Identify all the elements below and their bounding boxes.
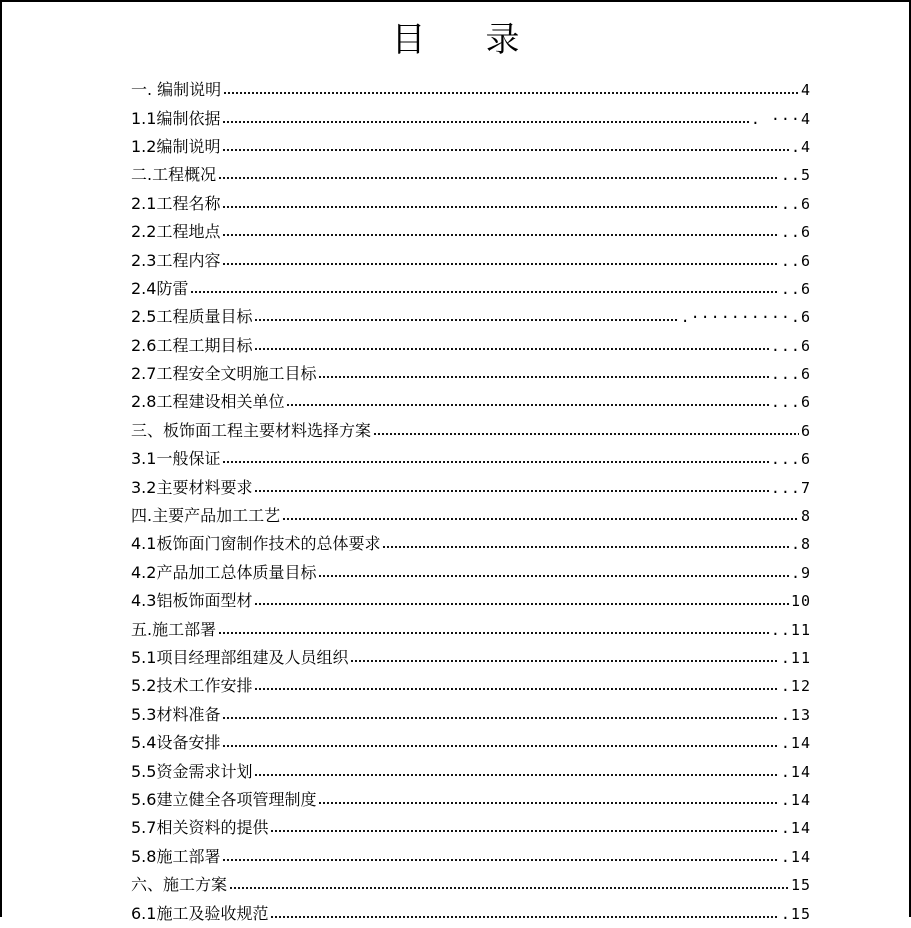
toc-entry-label: 5.8施工部署 bbox=[131, 846, 221, 866]
toc-entry-page-number: .8 bbox=[790, 535, 811, 554]
toc-dot-leader bbox=[254, 319, 678, 321]
toc-entry[interactable] bbox=[131, 814, 811, 842]
toc-entry-page-number: ...6 bbox=[770, 450, 811, 469]
toc-entry[interactable] bbox=[131, 502, 811, 530]
toc-entry-page-number: 6 bbox=[800, 421, 811, 440]
toc-entry[interactable] bbox=[131, 615, 811, 643]
table-of-contents bbox=[131, 76, 811, 928]
toc-entry-page-number: .··········.6 bbox=[680, 308, 811, 327]
toc-dot-leader bbox=[222, 745, 778, 747]
toc-entry-page-number: 10 bbox=[790, 592, 811, 611]
toc-entry-page-number: .15 bbox=[780, 904, 811, 923]
toc-entry[interactable] bbox=[131, 388, 811, 416]
toc-entry[interactable] bbox=[131, 76, 811, 104]
toc-entry-label: 4.2产品加工总体质量目标 bbox=[131, 562, 317, 582]
toc-entry-page-number: .14 bbox=[780, 734, 811, 753]
toc-entry[interactable] bbox=[131, 275, 811, 303]
toc-entry-page-number: 15 bbox=[790, 876, 811, 895]
toc-entry[interactable] bbox=[131, 729, 811, 757]
toc-dot-leader bbox=[286, 404, 768, 406]
toc-dot-leader bbox=[223, 92, 799, 94]
toc-entry-page-number: .14 bbox=[780, 847, 811, 866]
toc-entry-label: 3.2主要材料要求 bbox=[131, 477, 253, 497]
toc-dot-leader bbox=[254, 490, 768, 492]
toc-entry[interactable] bbox=[131, 332, 811, 360]
toc-entry[interactable] bbox=[131, 445, 811, 473]
toc-entry-label: 2.7工程安全文明施工目标 bbox=[131, 364, 317, 384]
toc-entry-page-number: 4 bbox=[800, 81, 811, 100]
toc-entry[interactable] bbox=[131, 843, 811, 871]
toc-entry-label: 2.1工程名称 bbox=[131, 193, 221, 213]
toc-dot-leader bbox=[229, 887, 789, 889]
toc-entry-label: 2.2工程地点 bbox=[131, 222, 221, 242]
toc-entry[interactable] bbox=[131, 161, 811, 189]
toc-entry-page-number: ..6 bbox=[780, 279, 811, 298]
toc-entry[interactable] bbox=[131, 246, 811, 274]
toc-entry-page-number: ..6 bbox=[780, 251, 811, 270]
toc-entry-page-number: .14 bbox=[780, 819, 811, 838]
toc-entry-label: 五.施工部署 bbox=[131, 619, 217, 639]
toc-entry-page-number: . ···4 bbox=[750, 109, 811, 128]
toc-dot-leader bbox=[218, 177, 779, 179]
toc-entry-label: 3.1一般保证 bbox=[131, 449, 221, 469]
toc-entry-label: 2.5工程质量目标 bbox=[131, 307, 253, 327]
toc-dot-leader bbox=[222, 234, 778, 236]
toc-entry-label: 1.1编制依据 bbox=[131, 108, 221, 128]
toc-entry-page-number: .13 bbox=[780, 705, 811, 724]
toc-entry-label: 2.6工程工期目标 bbox=[131, 335, 253, 355]
toc-entry[interactable] bbox=[131, 104, 811, 132]
toc-entry-label: 2.4防雷 bbox=[131, 278, 189, 298]
toc-dot-leader bbox=[254, 603, 788, 605]
toc-dot-leader bbox=[190, 291, 778, 293]
toc-dot-leader bbox=[318, 575, 788, 577]
toc-entry-page-number: .14 bbox=[780, 762, 811, 781]
toc-entry-label: 4.3铝板饰面型材 bbox=[131, 591, 253, 611]
toc-entry-label: 三、板饰面工程主要材料选择方案 bbox=[131, 420, 372, 440]
toc-entry-label: 四.主要产品加工工艺 bbox=[131, 506, 281, 526]
toc-entry-label: 六、施工方案 bbox=[131, 875, 228, 895]
toc-entry-page-number: .4 bbox=[790, 137, 811, 156]
toc-entry-page-number: ..6 bbox=[780, 194, 811, 213]
toc-dot-leader bbox=[222, 717, 778, 719]
toc-entry[interactable] bbox=[131, 190, 811, 218]
page-title: 目录 bbox=[391, 20, 580, 60]
toc-entry-label: 5.2技术工作安排 bbox=[131, 676, 253, 696]
toc-dot-leader bbox=[222, 859, 778, 861]
toc-entry-page-number: .12 bbox=[780, 677, 811, 696]
toc-entry-page-number: ...6 bbox=[770, 393, 811, 412]
toc-entry-label: 5.5资金需求计划 bbox=[131, 761, 253, 781]
toc-entry[interactable] bbox=[131, 473, 811, 501]
toc-entry-label: 二.工程概况 bbox=[131, 165, 217, 185]
toc-entry-label: 5.7相关资料的提供 bbox=[131, 818, 269, 838]
toc-dot-leader bbox=[222, 206, 778, 208]
toc-dot-leader bbox=[222, 121, 748, 123]
toc-dot-leader bbox=[282, 518, 799, 520]
toc-entry-page-number: ...6 bbox=[770, 365, 811, 384]
toc-entry[interactable] bbox=[131, 417, 811, 445]
toc-entry-page-number: .9 bbox=[790, 563, 811, 582]
toc-entry-label: 2.3工程内容 bbox=[131, 250, 221, 270]
toc-entry-label: 5.3材料准备 bbox=[131, 704, 221, 724]
toc-entry[interactable] bbox=[131, 644, 811, 672]
toc-entry-page-number: .11 bbox=[780, 649, 811, 667]
toc-entry-page-number: ...6 bbox=[770, 336, 811, 355]
toc-dot-leader bbox=[270, 830, 778, 832]
toc-entry-label: 5.1项目经理部组建及人员组织 bbox=[131, 648, 349, 667]
toc-dot-leader bbox=[318, 802, 778, 804]
toc-entry[interactable] bbox=[131, 559, 811, 587]
toc-entry-page-number: 8 bbox=[800, 507, 811, 526]
toc-entry[interactable] bbox=[131, 672, 811, 700]
toc-entry[interactable] bbox=[131, 360, 811, 388]
toc-entry-page-number: ..11 bbox=[770, 620, 811, 639]
toc-entry[interactable] bbox=[131, 530, 811, 558]
toc-entry[interactable] bbox=[131, 871, 811, 899]
toc-dot-leader bbox=[218, 632, 769, 634]
toc-entry[interactable] bbox=[131, 701, 811, 729]
toc-entry[interactable] bbox=[131, 133, 811, 161]
toc-entry[interactable] bbox=[131, 757, 811, 785]
toc-entry[interactable] bbox=[131, 786, 811, 814]
toc-entry-page-number: ..6 bbox=[780, 223, 811, 242]
toc-dot-leader bbox=[254, 348, 768, 350]
toc-dot-leader bbox=[222, 263, 778, 265]
toc-dot-leader bbox=[318, 376, 768, 378]
toc-entry-page-number: ...7 bbox=[770, 478, 811, 497]
toc-entry[interactable] bbox=[131, 218, 811, 246]
toc-dot-leader bbox=[373, 433, 799, 435]
toc-dot-leader bbox=[222, 149, 788, 151]
toc-entry-label: 4.1板饰面门窗制作技术的总体要求 bbox=[131, 534, 381, 554]
toc-entry-page-number: ..5 bbox=[780, 166, 811, 185]
toc-entry[interactable] bbox=[131, 303, 811, 331]
toc-dot-leader bbox=[254, 688, 778, 690]
toc-entry[interactable] bbox=[131, 587, 811, 615]
toc-entry-page-number: .14 bbox=[780, 790, 811, 809]
toc-entry-label: 5.4设备安排 bbox=[131, 733, 221, 753]
toc-entry[interactable] bbox=[131, 899, 811, 927]
toc-entry-label: 1.2编制说明 bbox=[131, 136, 221, 156]
toc-dot-leader bbox=[222, 461, 768, 463]
toc-entry-label: 6.1施工及验收规范 bbox=[131, 903, 269, 923]
toc-dot-leader bbox=[382, 546, 788, 548]
toc-entry-label: 2.8工程建设相关单位 bbox=[131, 392, 285, 412]
toc-dot-leader bbox=[350, 660, 778, 662]
toc-entry-label: 一. 编制说明 bbox=[131, 80, 222, 100]
toc-dot-leader bbox=[254, 774, 778, 776]
toc-entry-label: 5.6建立健全各项管理制度 bbox=[131, 789, 317, 809]
